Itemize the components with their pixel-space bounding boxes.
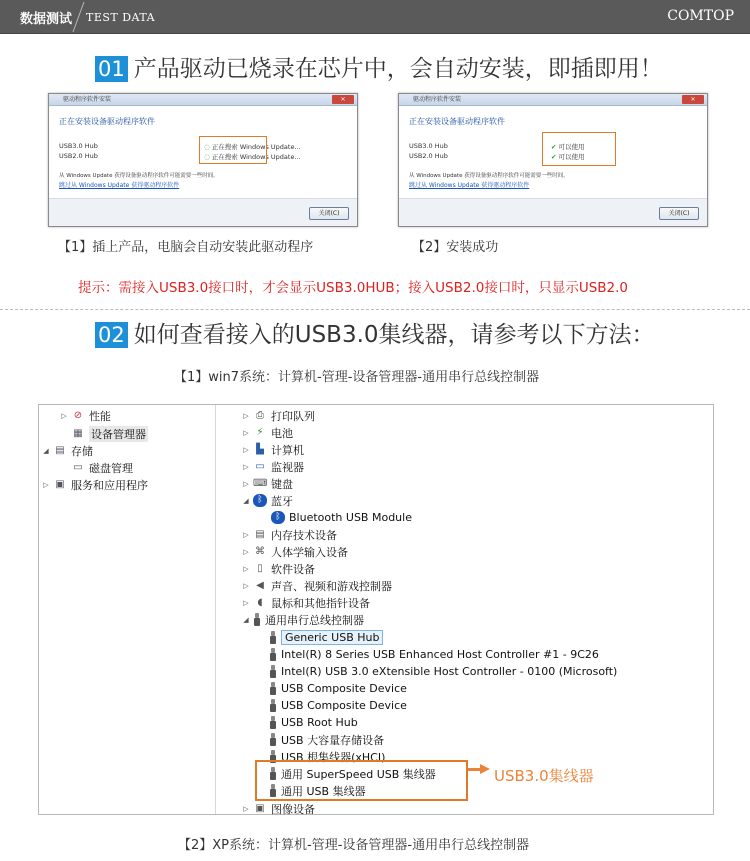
checkmark-icon: ✔ bbox=[551, 153, 557, 161]
usb-plug-icon bbox=[269, 631, 277, 645]
hid-icon: ⌘ bbox=[255, 546, 265, 557]
device-status: 正在搜索 Windows Update... bbox=[211, 153, 301, 161]
section2-heading bbox=[95, 316, 655, 349]
section1-number: 01 bbox=[95, 56, 128, 82]
category-label: 通用串行总线控制器 bbox=[265, 613, 364, 627]
performance-icon: ⊘ bbox=[73, 410, 83, 421]
tree-label: 存储 bbox=[71, 444, 93, 458]
close-button[interactable]: 关闭(C) bbox=[659, 207, 699, 220]
monitor-icon: ▭ bbox=[255, 461, 265, 472]
device-label: 通用 SuperSpeed USB 集线器 bbox=[281, 767, 436, 781]
banner-title-en: TEST DATA bbox=[86, 11, 156, 24]
tip-text: 提示：需接入USB3.0接口时，才会显示USB3.0HUB；接入USB2.0接口时，只显示USB2.0 bbox=[78, 280, 629, 296]
category-label: 电池 bbox=[271, 426, 293, 440]
usb-device-generic-hub[interactable] bbox=[267, 629, 383, 646]
category-battery[interactable] bbox=[241, 424, 293, 441]
usb-plug-icon bbox=[269, 733, 277, 747]
category-hid[interactable] bbox=[241, 543, 348, 560]
dialog-note: 从 Windows Update 获得设备驱动程序软件可能需要一些时间。 bbox=[409, 173, 569, 179]
driver-install-dialog-success bbox=[398, 93, 708, 227]
device-label: USB Composite Device bbox=[281, 699, 407, 712]
section-divider bbox=[0, 309, 750, 310]
device-manager-icon: ▦ bbox=[73, 428, 83, 439]
device-name: USB3.0 Hub bbox=[409, 142, 448, 150]
section1-title: 产品驱动已烧录在芯片中，会自动安装，即插即用！ bbox=[133, 56, 663, 82]
storage-icon: ▤ bbox=[55, 445, 65, 456]
device-status: 可以使用 bbox=[558, 153, 585, 161]
expand-icon[interactable]: ▷ bbox=[243, 479, 249, 488]
device-bluetooth-usb-module[interactable] bbox=[259, 509, 412, 526]
caption-step1: 【1】插上产品，电脑会自动安装此驱动程序 bbox=[58, 240, 314, 255]
top-banner bbox=[0, 0, 750, 34]
collapse-icon[interactable]: ◢ bbox=[243, 615, 249, 624]
category-label: 鼠标和其他指针设备 bbox=[271, 596, 370, 610]
camera-icon: ▣ bbox=[255, 803, 265, 814]
battery-icon: ⚡ bbox=[256, 427, 264, 438]
category-label: 键盘 bbox=[271, 477, 293, 491]
software-device-icon: ▯ bbox=[257, 563, 263, 574]
highlight-box bbox=[542, 132, 616, 166]
hub-highlight-box bbox=[255, 760, 468, 801]
services-icon: ▣ bbox=[55, 479, 65, 490]
tree-label: 设备管理器 bbox=[91, 427, 146, 441]
computer-icon: ▙ bbox=[256, 444, 264, 455]
collapse-icon[interactable]: ◢ bbox=[43, 446, 49, 455]
category-monitor[interactable] bbox=[241, 458, 304, 475]
category-software-devices[interactable] bbox=[241, 560, 315, 577]
usb-plug-icon bbox=[269, 648, 277, 662]
category-keyboard[interactable] bbox=[241, 475, 293, 492]
checkmark-icon: ✔ bbox=[551, 143, 557, 151]
usb-plug-icon bbox=[269, 699, 277, 713]
usb-device-intel-ehci[interactable] bbox=[267, 646, 599, 663]
device-label: USB 大容量存储设备 bbox=[281, 733, 385, 747]
skip-windows-update-link[interactable]: 跳过从 Windows Update 获得驱动程序软件 bbox=[59, 182, 180, 189]
searching-icon: ◌ bbox=[204, 153, 210, 161]
tree-item-disk-management[interactable] bbox=[59, 459, 133, 476]
close-icon[interactable]: ✕ bbox=[682, 95, 704, 104]
dialog-heading: 正在安装设备驱动程序软件 bbox=[59, 117, 155, 126]
dialog-titlebar bbox=[49, 94, 357, 106]
category-computer[interactable] bbox=[241, 441, 304, 458]
speaker-icon: ◀ bbox=[256, 580, 264, 591]
category-sound-video[interactable] bbox=[241, 577, 392, 594]
usb-plug-icon bbox=[253, 613, 261, 627]
close-icon[interactable]: ✕ bbox=[332, 95, 354, 104]
expand-icon[interactable]: ▷ bbox=[243, 445, 249, 454]
category-mouse[interactable] bbox=[241, 594, 370, 611]
expand-icon[interactable]: ▷ bbox=[43, 480, 49, 489]
section1-heading bbox=[95, 50, 663, 83]
usb-device-root-hub[interactable] bbox=[267, 714, 358, 731]
dialog-titlebar bbox=[399, 94, 707, 106]
arrow-right-icon bbox=[480, 764, 490, 774]
expand-icon[interactable]: ▷ bbox=[243, 547, 249, 556]
section2-number: 02 bbox=[95, 322, 128, 348]
device-name: USB2.0 Hub bbox=[59, 152, 98, 160]
close-button[interactable]: 关闭(C) bbox=[309, 207, 349, 220]
dialog-heading: 正在安装设备驱动程序软件 bbox=[409, 117, 505, 126]
expand-icon[interactable]: ▷ bbox=[243, 564, 249, 573]
usb-device-mass-storage[interactable] bbox=[267, 731, 384, 748]
usb-device-intel-xhci[interactable] bbox=[267, 663, 617, 680]
category-label: 内存技术设备 bbox=[271, 528, 337, 542]
category-usb-controllers[interactable] bbox=[241, 611, 364, 628]
category-imaging[interactable] bbox=[241, 800, 315, 817]
device-label: USB Root Hub bbox=[281, 716, 358, 729]
collapse-icon[interactable]: ◢ bbox=[243, 496, 249, 505]
category-label: 图像设备 bbox=[271, 802, 315, 816]
expand-icon[interactable]: ▷ bbox=[243, 581, 249, 590]
usb-device-composite[interactable] bbox=[267, 680, 407, 697]
device-label: USB 根集线器(xHCI) bbox=[281, 750, 386, 764]
driver-install-dialog-searching bbox=[48, 93, 358, 227]
highlight-box bbox=[199, 136, 267, 164]
device-manager-window bbox=[38, 404, 714, 815]
expand-icon[interactable]: ▷ bbox=[243, 462, 249, 471]
category-label: 监视器 bbox=[271, 460, 304, 474]
skip-windows-update-link[interactable]: 跳过从 Windows Update 获得驱动程序软件 bbox=[409, 182, 530, 189]
category-label: 人体学输入设备 bbox=[271, 545, 348, 559]
expand-icon[interactable]: ▷ bbox=[243, 530, 249, 539]
dialog-title: 驱动程序软件安装 bbox=[63, 96, 112, 103]
device-status: 可以使用 bbox=[558, 143, 585, 151]
mouse-icon: ◖ bbox=[257, 597, 263, 608]
dialog-title: 驱动程序软件安装 bbox=[413, 96, 462, 103]
device-status: 正在搜索 Windows Update... bbox=[211, 143, 301, 151]
device-label: Intel(R) USB 3.0 eXtensible Host Controller - 0100 (Microsoft) bbox=[281, 665, 618, 678]
xp-instructions: 【2】XP系统：计算机-管理-设备管理器-通用串行总线控制器 bbox=[178, 838, 530, 853]
printer-icon: ⎙ bbox=[256, 410, 264, 421]
memory-icon: ▤ bbox=[255, 529, 265, 540]
category-label: 声音、视频和游戏控制器 bbox=[271, 579, 392, 593]
expand-icon[interactable]: ▷ bbox=[243, 411, 249, 420]
usb3-hub-callout: USB3.0集线器 bbox=[494, 767, 594, 785]
device-label: Bluetooth USB Module bbox=[289, 511, 412, 524]
category-bluetooth[interactable] bbox=[241, 492, 293, 509]
category-label: 软件设备 bbox=[271, 562, 315, 576]
device-name: USB3.0 Hub bbox=[59, 142, 98, 150]
disk-icon: ▭ bbox=[73, 462, 83, 473]
tree-label: 磁盘管理 bbox=[89, 461, 133, 475]
expand-icon[interactable]: ▷ bbox=[243, 598, 249, 607]
device-label: Generic USB Hub bbox=[281, 630, 383, 645]
dialog-note: 从 Windows Update 获得设备驱动程序软件可能需要一些时间。 bbox=[59, 173, 219, 179]
usb-device-composite[interactable] bbox=[267, 697, 407, 714]
device-name: USB2.0 Hub bbox=[409, 152, 448, 160]
bluetooth-icon: ᛒ bbox=[253, 494, 267, 507]
searching-icon: ◌ bbox=[204, 143, 210, 151]
device-label: Intel(R) 8 Series USB Enhanced Host Controller #1 - 9C26 bbox=[281, 648, 599, 661]
caption-step2: 【2】安装成功 bbox=[412, 240, 499, 255]
bluetooth-icon: ᛒ bbox=[271, 511, 285, 524]
tree-label: 服务和应用程序 bbox=[71, 478, 148, 492]
category-label: 计算机 bbox=[271, 443, 304, 457]
category-print-queue[interactable] bbox=[241, 407, 315, 424]
tree-item-performance[interactable] bbox=[59, 407, 111, 424]
tree-item-storage[interactable] bbox=[41, 442, 93, 459]
usb-plug-icon bbox=[269, 682, 277, 696]
category-label: 打印队列 bbox=[271, 409, 315, 423]
section2-title: 如何查看接入的USB3.0集线器，请参考以下方法： bbox=[133, 322, 655, 348]
win7-instructions: 【1】win7系统：计算机-管理-设备管理器-通用串行总线控制器 bbox=[174, 370, 540, 385]
expand-icon[interactable]: ▷ bbox=[243, 804, 249, 813]
tree-item-services[interactable] bbox=[41, 476, 148, 493]
brand-name: COMTOP bbox=[667, 8, 734, 24]
category-label: 蓝牙 bbox=[271, 494, 293, 508]
expand-icon[interactable]: ▷ bbox=[61, 411, 67, 420]
dialog-footer bbox=[399, 198, 707, 226]
keyboard-icon: ⌨ bbox=[253, 478, 268, 489]
tree-label: 性能 bbox=[89, 409, 111, 423]
usb-plug-icon bbox=[269, 665, 277, 679]
device-label: USB Composite Device bbox=[281, 682, 407, 695]
usb-plug-icon bbox=[269, 716, 277, 730]
banner-title-cn: 数据测试 bbox=[20, 12, 73, 27]
dialog-footer bbox=[49, 198, 357, 226]
expand-icon[interactable]: ▷ bbox=[243, 428, 249, 437]
pane-splitter[interactable] bbox=[215, 405, 216, 814]
device-label: 通用 USB 集线器 bbox=[281, 784, 366, 798]
category-memory-tech[interactable] bbox=[241, 526, 337, 543]
tree-item-device-manager[interactable] bbox=[59, 425, 148, 442]
